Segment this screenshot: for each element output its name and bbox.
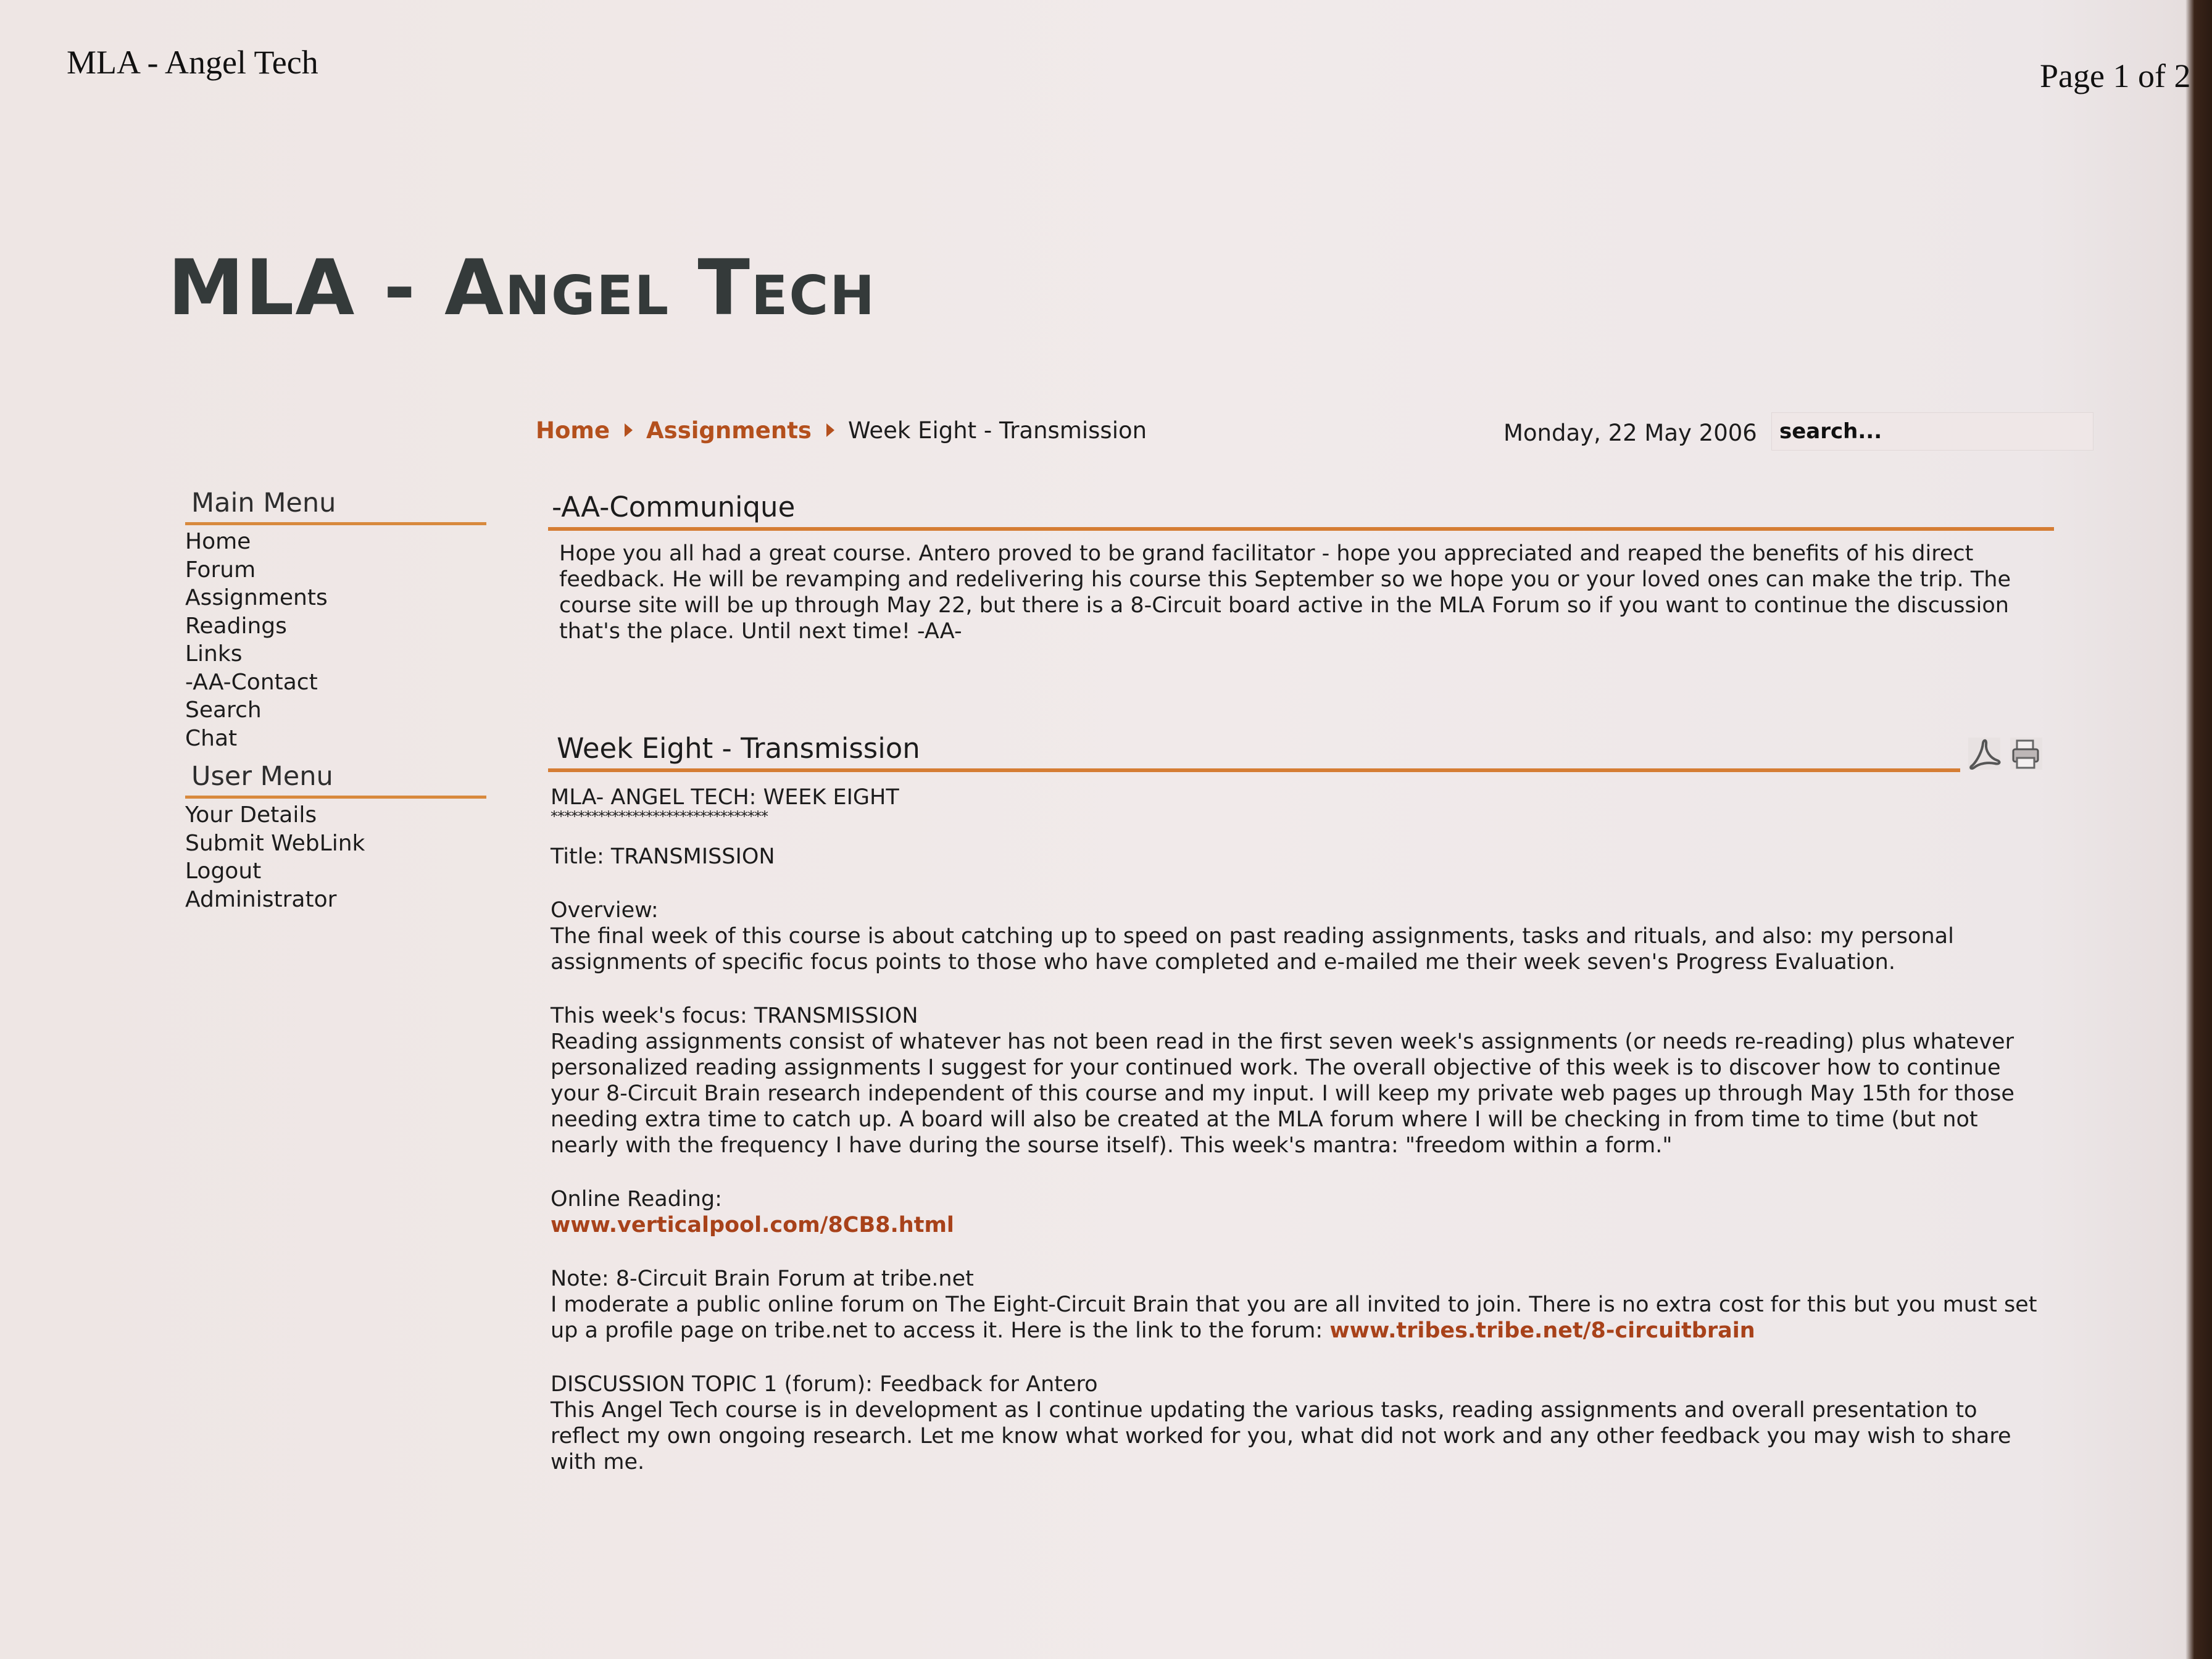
breadcrumb-current: Week Eight - Transmission xyxy=(847,417,1147,444)
breadcrumb-home-link[interactable]: Home xyxy=(536,417,610,444)
main-menu xyxy=(185,528,486,752)
breadcrumb xyxy=(536,417,1147,444)
article-header xyxy=(548,732,1960,772)
note-text: I moderate a public online forum on The Eight-Circuit Brain that you are all invited to join. There is no extra cost for this but you must set up a profile page on tribe.net to access it. Here is the link to the forum: xyxy=(551,1292,2037,1343)
user-menu-title: User Menu xyxy=(185,761,486,799)
article-title-line: Title: TRANSMISSION xyxy=(551,844,775,869)
reading-label: Online Reading: xyxy=(551,1187,722,1212)
breadcrumb-arrow-icon xyxy=(625,423,633,437)
main-menu-item-chat[interactable]: Chat xyxy=(185,725,238,751)
forum-link[interactable]: www.tribes.tribe.net/8-circuitbrain xyxy=(1329,1318,1755,1343)
sidebar xyxy=(185,488,486,922)
note-label: Note: 8-Circuit Brain Forum at tribe.net xyxy=(551,1266,974,1291)
user-menu-item-logout[interactable]: Logout xyxy=(185,859,262,884)
print-page-number: Page 1 of 2 xyxy=(2040,57,2191,94)
article-separator: ******************************** xyxy=(551,808,768,825)
user-menu-item-administrator[interactable]: Administrator xyxy=(185,886,337,912)
discussion-text: This Angel Tech course is in development as I continue updating the various tasks, reading assignments and overall presentation to reflect my own ongoing research. Let me know what worked for you, what did not work and any other feedback you may wish to share with me. xyxy=(551,1398,2011,1474)
print-icon[interactable] xyxy=(2008,736,2044,771)
overview-label: Overview: xyxy=(551,898,659,923)
communique-section xyxy=(548,491,2054,644)
user-menu-item-your-details[interactable]: Your Details xyxy=(185,802,317,828)
main-menu-item-links[interactable]: Links xyxy=(185,641,243,667)
user-menu-item-submit-weblink[interactable]: Submit WebLink xyxy=(185,830,365,856)
main-menu-item-readings[interactable]: Readings xyxy=(185,613,287,639)
print-header-title: MLA - Angel Tech xyxy=(67,44,318,81)
article-title: Week Eight - Transmission xyxy=(548,732,1960,772)
communique-body: Hope you all had a great course. Antero proved to be grand facilitator - hope you appreciated and reaped the benefits of his direct feedback. He will be revamping and redelivering his course this September so we hope you or your loved ones can make the trip. The course site will be up through May 22, but there is a 8-Circuit board active in the MLA Forum so if you want to continue the discussion that's the place. Until next time! -AA- xyxy=(559,541,2011,644)
site-title: MLA - Angel Tech xyxy=(168,244,876,333)
main-menu-item-aa-contact[interactable]: -AA-Contact xyxy=(185,669,318,695)
main-menu-item-home[interactable]: Home xyxy=(185,529,251,554)
focus-text: Reading assignments consist of whatever has not been read in the first seven week's assignments (or needs re-reading) plus whatever personalized reading assignments I suggest for your continued work. The overall objective of this week is to discover how to continue your 8-Circuit Brain research independent of this course and my input. I will keep my private web pages up through May 15th for those needing extra time to catch up. A board will also be created at the MLA forum where I will be checking in from time to time (but not nearly with the frequency I have during the sourse itself). This week's mantra: "freedom within a form." xyxy=(551,1029,2014,1158)
discussion-label: DISCUSSION TOPIC 1 (forum): Feedback for Antero xyxy=(551,1372,1098,1397)
focus-label: This week's focus: TRANSMISSION xyxy=(551,1004,918,1028)
current-date: Monday, 22 May 2006 xyxy=(1503,420,1757,446)
main-content xyxy=(548,491,2054,1503)
main-menu-item-forum[interactable]: Forum xyxy=(185,557,256,583)
reading-link[interactable]: www.verticalpool.com/8CB8.html xyxy=(551,1213,954,1237)
main-menu-item-assignments[interactable]: Assignments xyxy=(185,585,328,610)
main-menu-item-search[interactable]: Search xyxy=(185,697,262,723)
user-menu xyxy=(185,801,486,913)
pdf-icon[interactable] xyxy=(1966,736,2002,771)
breadcrumb-assignments-link[interactable]: Assignments xyxy=(646,417,812,444)
communique-title: -AA-Communique xyxy=(548,491,2054,531)
breadcrumb-arrow-icon xyxy=(826,423,834,437)
article-heading: MLA- ANGEL TECH: WEEK EIGHT xyxy=(551,785,899,810)
article-section xyxy=(548,732,2054,1475)
main-menu-title: Main Menu xyxy=(185,488,486,525)
article-tools xyxy=(1966,736,2044,771)
overview-text: The final week of this course is about catching up to speed on past reading assignments, tasks and rituals, and also: my personal assignments of specific focus points to those who have completed and e-mailed me their week seven's Progress Evaluation. xyxy=(551,924,1954,975)
search-input[interactable] xyxy=(1771,412,2094,451)
article-body xyxy=(551,784,2042,1475)
